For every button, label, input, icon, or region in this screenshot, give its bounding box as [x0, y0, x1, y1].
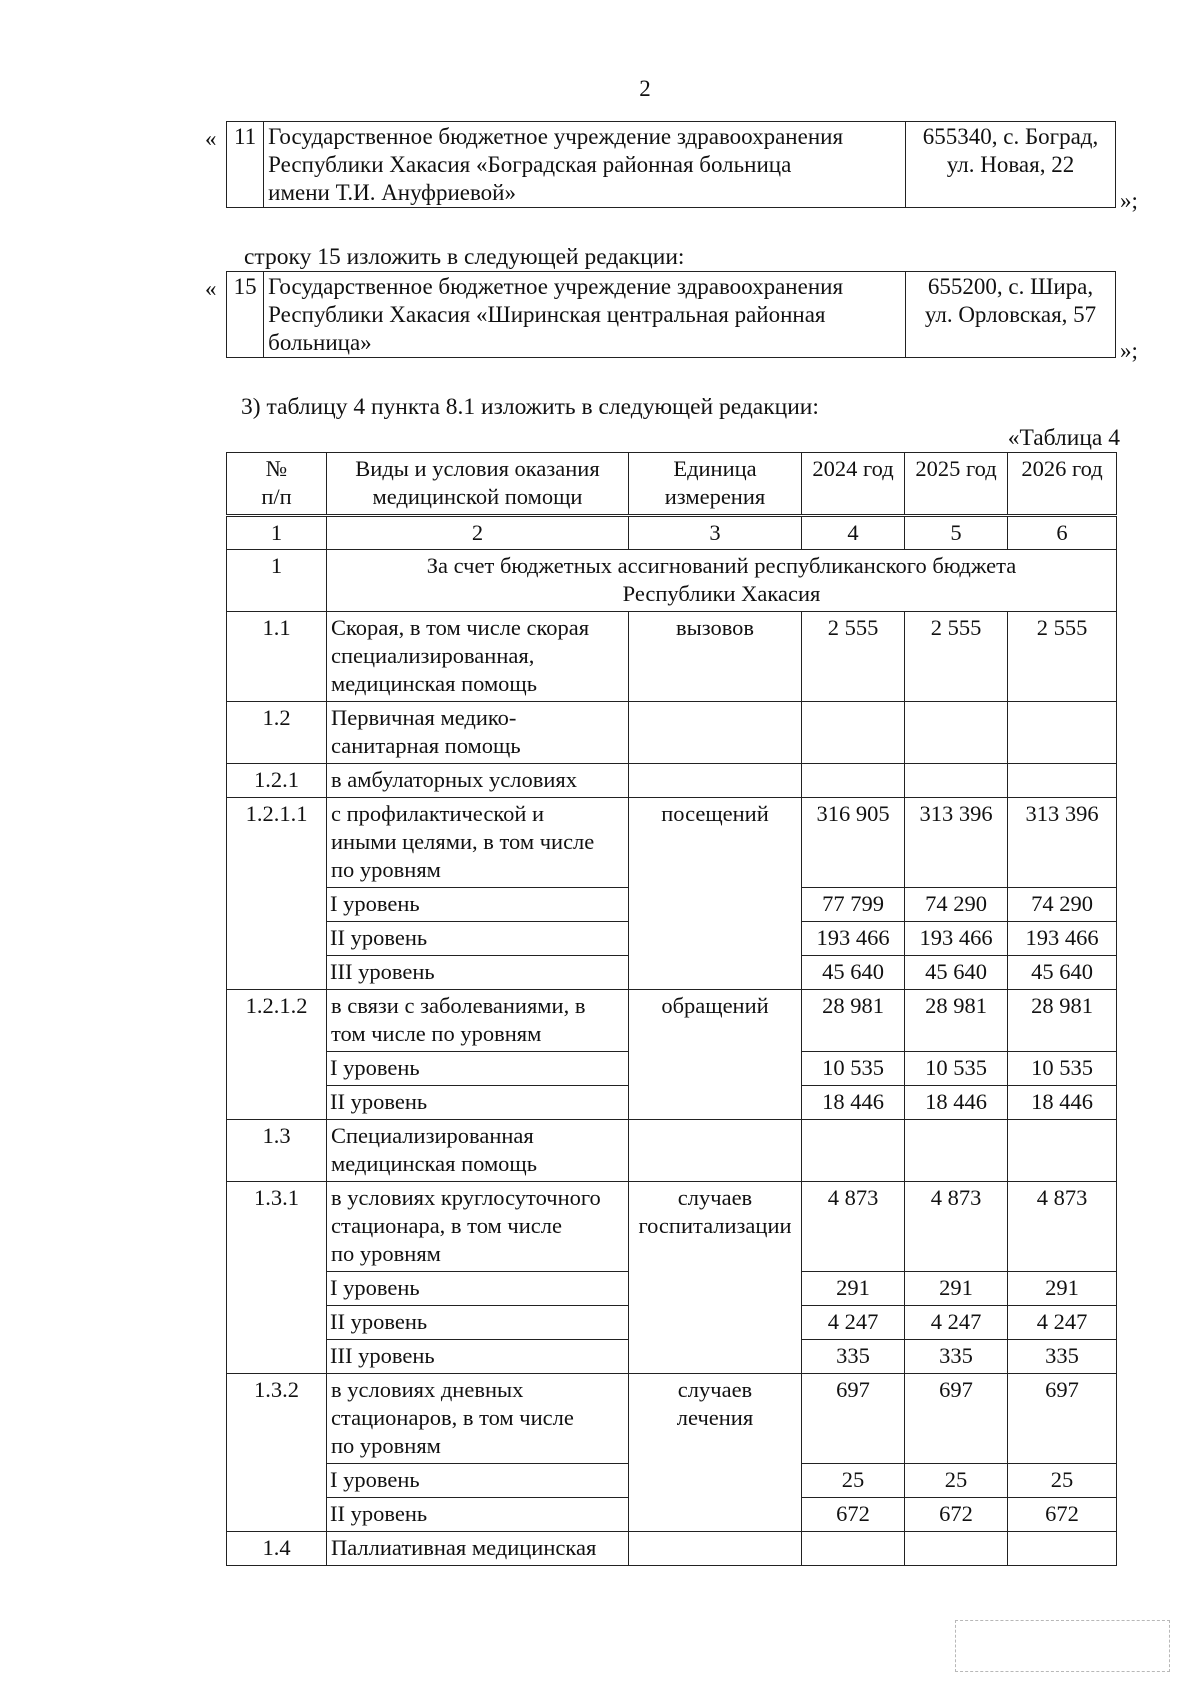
- value-2026: 28 981: [1008, 990, 1117, 1052]
- empty-cell: [802, 1532, 905, 1566]
- row-kind: [327, 612, 629, 702]
- row15-address-line: 655200, с. Шира,: [927, 274, 1094, 299]
- row15-name-line: Республики Хакасия «Ширинская центральная районная: [268, 302, 826, 327]
- row-num: 1.3.1: [227, 1182, 327, 1374]
- value-2025: 28 981: [905, 990, 1008, 1052]
- section-title: [327, 550, 1117, 612]
- empty-cell: [1008, 764, 1117, 798]
- row11-address: [906, 122, 1116, 208]
- empty-cell: [629, 702, 802, 764]
- value-2026: 25: [1008, 1464, 1117, 1498]
- value-2025: 18 446: [905, 1086, 1008, 1120]
- row-kind-line: иными целями, в том числе: [331, 829, 595, 854]
- value-2025: 672: [905, 1498, 1008, 1532]
- row15-address: [906, 272, 1116, 358]
- empty-cell: [905, 702, 1008, 764]
- row-kind-line: Специализированная: [331, 1123, 534, 1148]
- row-kind: [327, 798, 629, 888]
- row-unit: обращений: [629, 990, 802, 1120]
- section-row: [227, 550, 1117, 612]
- value-2026: 291: [1008, 1272, 1117, 1306]
- value-2026: 2 555: [1008, 612, 1117, 702]
- empty-cell: [629, 764, 802, 798]
- header-num-line: №: [265, 456, 288, 481]
- empty-cell: [629, 1532, 802, 1566]
- table-row: [227, 1182, 1117, 1272]
- level-label: II уровень: [327, 1086, 629, 1120]
- column-index: 3: [629, 516, 802, 550]
- row11-name-line: Государственное бюджетное учреждение здравоохранения: [268, 124, 844, 149]
- empty-cell: [1008, 1532, 1117, 1566]
- value-2026: 672: [1008, 1498, 1117, 1532]
- row11-table: [226, 121, 1116, 208]
- row-unit: вызовов: [629, 612, 802, 702]
- value-2024: 18 446: [802, 1086, 905, 1120]
- row-kind-line: специализированная,: [331, 643, 535, 668]
- row11-address-line: 655340, с. Боград,: [922, 124, 1099, 149]
- row15-address-line: ул. Орловская, 57: [924, 302, 1097, 327]
- quote-open-row15: «: [205, 276, 217, 301]
- header-2024: 2024 год: [802, 453, 905, 516]
- row-kind-line: Первичная медико-: [331, 705, 517, 730]
- row-kind-line: санитарная помощь: [331, 733, 521, 758]
- row-num: 1.2.1.1: [227, 798, 327, 990]
- row-num: 1.2.1: [227, 764, 327, 798]
- row-kind-line: по уровням: [331, 857, 441, 882]
- row11-name: [264, 122, 906, 208]
- empty-cell: [802, 1120, 905, 1182]
- row-num: 1.1: [227, 612, 327, 702]
- row-kind-line: том числе по уровням: [331, 1021, 542, 1046]
- table-row: [227, 1120, 1117, 1182]
- value-2025: 4 247: [905, 1306, 1008, 1340]
- header-kind-line: Виды и условия оказания: [355, 456, 600, 481]
- row-kind-line: стационаров, в том числе: [331, 1405, 574, 1430]
- row-kind-line: с профилактической и: [331, 801, 545, 826]
- value-2025: 74 290: [905, 888, 1008, 922]
- level-label: III уровень: [327, 956, 629, 990]
- value-2024: 4 247: [802, 1306, 905, 1340]
- level-label: II уровень: [327, 1306, 629, 1340]
- header-kind-line: медицинской помощи: [372, 484, 583, 509]
- empty-cell: [1008, 1120, 1117, 1182]
- row-kind-line: в связи с заболеваниями, в: [331, 993, 586, 1018]
- row-num: 1.4: [227, 1532, 327, 1566]
- row15-name-line: больница»: [268, 330, 372, 355]
- value-2024: 10 535: [802, 1052, 905, 1086]
- value-2024: 697: [802, 1374, 905, 1464]
- value-2024: 316 905: [802, 798, 905, 888]
- value-2024: 77 799: [802, 888, 905, 922]
- header-2026: 2026 год: [1008, 453, 1117, 516]
- table-row: [227, 702, 1117, 764]
- row-unit-line: лечения: [676, 1405, 754, 1430]
- section-title-line: Республики Хакасия: [622, 581, 821, 606]
- paragraph-table4: 3) таблицу 4 пункта 8.1 изложить в следующей редакции:: [241, 394, 819, 420]
- value-2024: 672: [802, 1498, 905, 1532]
- row-unit-line: госпитализации: [638, 1213, 792, 1238]
- value-2025: 4 873: [905, 1182, 1008, 1272]
- row-kind: Паллиативная медицинская: [327, 1532, 629, 1566]
- table-caption: «Таблица 4: [1007, 425, 1120, 451]
- row-num: 1.2.1.2: [227, 990, 327, 1120]
- header-2025: 2025 год: [905, 453, 1008, 516]
- table-header-row: [227, 453, 1117, 516]
- row-kind-line: Скорая, в том числе скорая: [331, 615, 590, 640]
- row-num: 1.3.2: [227, 1374, 327, 1532]
- row-kind-line: в условиях дневных: [331, 1377, 524, 1402]
- empty-cell: [802, 764, 905, 798]
- row-unit: [629, 1374, 802, 1532]
- value-2025: 45 640: [905, 956, 1008, 990]
- value-2025: 10 535: [905, 1052, 1008, 1086]
- column-index-row: [227, 516, 1117, 550]
- empty-cell: [905, 1532, 1008, 1566]
- header-unit: [629, 453, 802, 516]
- value-2026: 74 290: [1008, 888, 1117, 922]
- section-title-line: За счет бюджетных ассигнований республиканского бюджета: [426, 553, 1017, 578]
- value-2025: 25: [905, 1464, 1008, 1498]
- value-2024: 28 981: [802, 990, 905, 1052]
- row15-name-line: Государственное бюджетное учреждение здравоохранения: [268, 274, 844, 299]
- table-row: [227, 798, 1117, 888]
- value-2026: 4 247: [1008, 1306, 1117, 1340]
- row-kind-line: по уровням: [331, 1433, 441, 1458]
- row-kind: в амбулаторных условиях: [327, 764, 629, 798]
- table-row: [227, 612, 1117, 702]
- value-2024: 2 555: [802, 612, 905, 702]
- quote-open-row11: «: [205, 126, 217, 151]
- table-row: [227, 764, 1117, 798]
- header-kind: [327, 453, 629, 516]
- page-number: 2: [639, 76, 651, 101]
- value-2025: 313 396: [905, 798, 1008, 888]
- level-label: III уровень: [327, 1340, 629, 1374]
- row11-address-line: ул. Новая, 22: [946, 152, 1075, 177]
- value-2025: 335: [905, 1340, 1008, 1374]
- value-2024: 25: [802, 1464, 905, 1498]
- table-row: [227, 1374, 1117, 1464]
- empty-cell: [905, 764, 1008, 798]
- value-2026: 697: [1008, 1374, 1117, 1464]
- column-index: 4: [802, 516, 905, 550]
- row-num: 1.3: [227, 1120, 327, 1182]
- value-2026: 4 873: [1008, 1182, 1117, 1272]
- row11-name-line: имени Т.И. Ануфриевой»: [268, 180, 516, 205]
- header-unit-line: измерения: [664, 484, 766, 509]
- value-2026: 18 446: [1008, 1086, 1117, 1120]
- row-unit-line: случаев: [677, 1377, 753, 1402]
- row-kind: [327, 1374, 629, 1464]
- empty-cell: [1008, 702, 1117, 764]
- column-index: 1: [227, 516, 327, 550]
- row-num: 1: [227, 550, 327, 612]
- row-unit: посещений: [629, 798, 802, 990]
- value-2025: 2 555: [905, 612, 1008, 702]
- level-label: II уровень: [327, 1498, 629, 1532]
- row-kind-line: медицинская помощь: [331, 1151, 538, 1176]
- quote-close-row11: »;: [1120, 188, 1138, 213]
- value-2026: 45 640: [1008, 956, 1117, 990]
- column-index: 6: [1008, 516, 1117, 550]
- row-kind-line: стационара, в том числе: [331, 1213, 562, 1238]
- header-num: [227, 453, 327, 516]
- faint-registration-stamp: [955, 1620, 1170, 1672]
- empty-cell: [802, 702, 905, 764]
- row-unit-line: случаев: [677, 1185, 753, 1210]
- value-2026: 10 535: [1008, 1052, 1117, 1086]
- value-2024: 4 873: [802, 1182, 905, 1272]
- value-2024: 291: [802, 1272, 905, 1306]
- row-kind-line: по уровням: [331, 1241, 441, 1266]
- row-kind-line: медицинская помощь: [331, 671, 538, 696]
- header-num-line: п/п: [261, 484, 292, 509]
- value-2024: 193 466: [802, 922, 905, 956]
- level-label: I уровень: [327, 888, 629, 922]
- value-2024: 335: [802, 1340, 905, 1374]
- row-num: 1.2: [227, 702, 327, 764]
- value-2024: 45 640: [802, 956, 905, 990]
- level-label: I уровень: [327, 1272, 629, 1306]
- row11-num: 11: [227, 122, 264, 208]
- table-row: [227, 1532, 1117, 1566]
- value-2026: 313 396: [1008, 798, 1117, 888]
- row-kind-line: в условиях круглосуточного: [331, 1185, 601, 1210]
- row15-name: [264, 272, 906, 358]
- quote-close-row15: »;: [1120, 338, 1138, 363]
- header-unit-line: Единица: [673, 456, 757, 481]
- row-unit: [629, 1182, 802, 1374]
- value-2025: 291: [905, 1272, 1008, 1306]
- row15-num: 15: [227, 272, 264, 358]
- table-row: [227, 990, 1117, 1052]
- column-index: 5: [905, 516, 1008, 550]
- paragraph-row15: строку 15 изложить в следующей редакции:: [244, 244, 685, 270]
- column-index: 2: [327, 516, 629, 550]
- row-kind: [327, 1182, 629, 1272]
- empty-cell: [629, 1120, 802, 1182]
- value-2025: 193 466: [905, 922, 1008, 956]
- row15-table: [226, 271, 1116, 358]
- empty-cell: [905, 1120, 1008, 1182]
- value-2025: 697: [905, 1374, 1008, 1464]
- level-label: II уровень: [327, 922, 629, 956]
- value-2026: 335: [1008, 1340, 1117, 1374]
- level-label: I уровень: [327, 1052, 629, 1086]
- row-kind: [327, 990, 629, 1052]
- table-4: [226, 452, 1117, 1566]
- row-kind: [327, 1120, 629, 1182]
- value-2026: 193 466: [1008, 922, 1117, 956]
- level-label: I уровень: [327, 1464, 629, 1498]
- row11-name-line: Республики Хакасия «Боградская районная больница: [268, 152, 792, 177]
- row-kind: [327, 702, 629, 764]
